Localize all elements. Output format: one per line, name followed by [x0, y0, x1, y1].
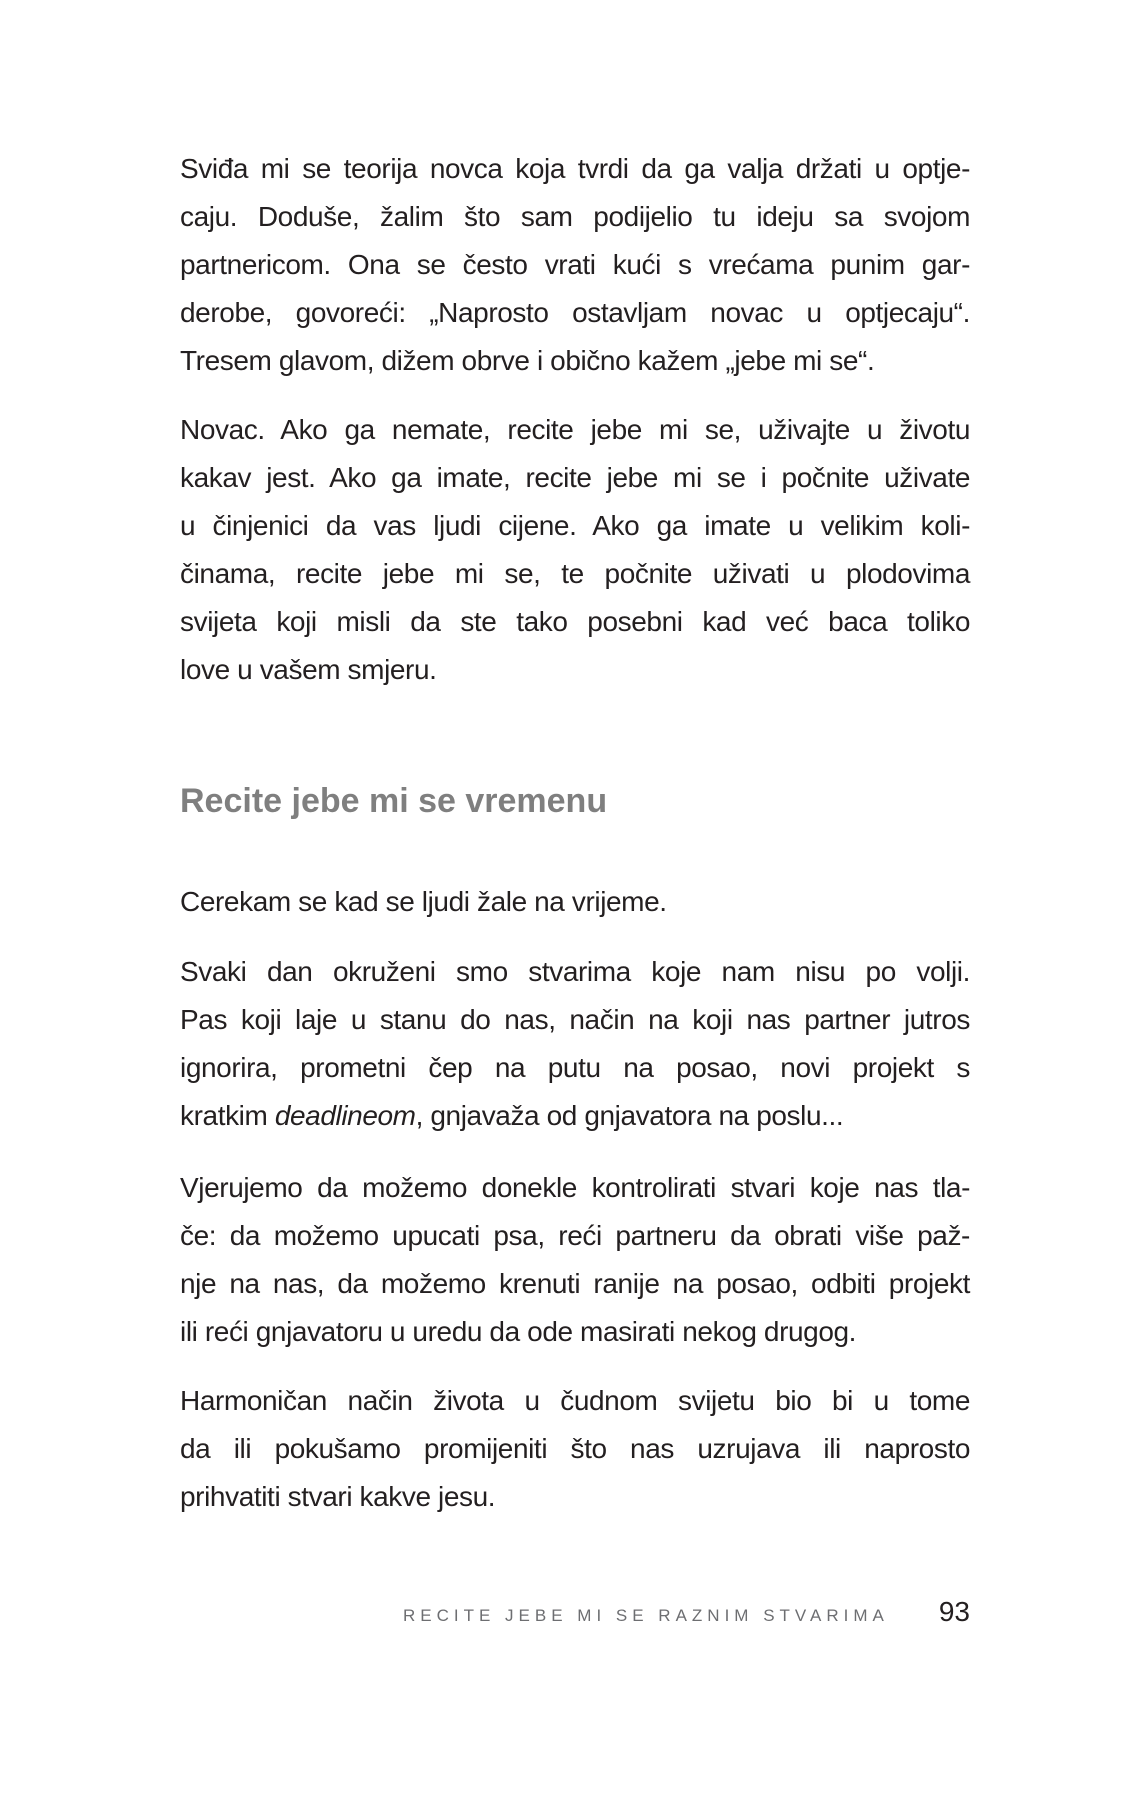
text-line: prihvatiti stvari kakve jesu.: [180, 1481, 496, 1512]
text-line: Sviđa mi se teorija novca koja tvrdi da ga valja držati u optje-: [180, 153, 970, 184]
page-footer: [403, 1596, 970, 1628]
text-line: love u vašem smjeru.: [180, 654, 437, 685]
italic-term: deadlineom: [274, 1100, 416, 1131]
running-head: RECITE JEBE MI SE RAZNIM STVARIMA: [403, 1606, 889, 1625]
text-line: u činjenici da vas ljudi cijene. Ako ga imate u velikim koli-: [180, 510, 970, 541]
text-line: Novac. Ako ga nemate, recite jebe mi se, uživajte u životu: [180, 414, 970, 445]
text-line: Cerekam se kad se ljudi žale na vrijeme.: [180, 886, 667, 917]
text-line: Pas koji laje u stanu do nas, način na koji nas partner jutros: [180, 1004, 970, 1035]
text-line: kakav jest. Ako ga imate, recite jebe mi se i počnite uživate: [180, 462, 970, 493]
text-line: Svaki dan okruženi smo stvarima koje nam nisu po volji.: [180, 956, 970, 987]
page-number: 93: [938, 1596, 970, 1627]
text-line: nje na nas, da možemo krenuti ranije na posao, odbiti projekt: [180, 1268, 970, 1299]
text-line: ili reći gnjavatoru u uredu da ode masirati nekog drugog.: [180, 1316, 857, 1347]
text-line: Tresem glavom, dižem obrve i obično kažem „jebe mi se“.: [180, 345, 875, 376]
text-line: ignorira, prometni čep na putu na posao, novi projekt s: [180, 1052, 970, 1083]
text-line: caju. Doduše, žalim što sam podijelio tu ideju sa svojom: [180, 201, 970, 232]
text-line: Vjerujemo da možemo donekle kontrolirati stvari koje nas tla-: [180, 1172, 970, 1203]
text-line-italic: kratkim deadlineom, gnjavaža od gnjavatora na poslu...: [180, 1100, 844, 1131]
paragraph-6: [180, 1377, 970, 1521]
paragraph-2: [180, 406, 970, 694]
section-heading: Recite jebe mi se vremenu: [180, 782, 608, 820]
text-line: če: da možemo upucati psa, reći partneru da obrati više pаž-: [180, 1220, 970, 1251]
text-line: svijeta koji misli da ste tako posebni kad već baca toliko: [180, 606, 970, 637]
text-line: partnericom. Ona se često vrati kući s vrećama punim gar-: [180, 249, 970, 280]
text-line: derobe, govoreći: „Naprosto ostavljam novac u optjecaju“.: [180, 297, 970, 328]
text-line: da ili pokušamo promijeniti što nas uzrujava ili naprosto: [180, 1433, 970, 1464]
paragraph-5: [180, 1164, 970, 1356]
paragraph-1: [180, 145, 970, 385]
paragraph-4: [180, 948, 970, 1140]
text-line: Harmoničan način života u čudnom svijetu bio bi u tome: [180, 1385, 970, 1416]
paragraph-3: [180, 878, 970, 926]
text-line: činama, recite jebe mi se, te počnite uživati u plodovima: [180, 558, 970, 589]
